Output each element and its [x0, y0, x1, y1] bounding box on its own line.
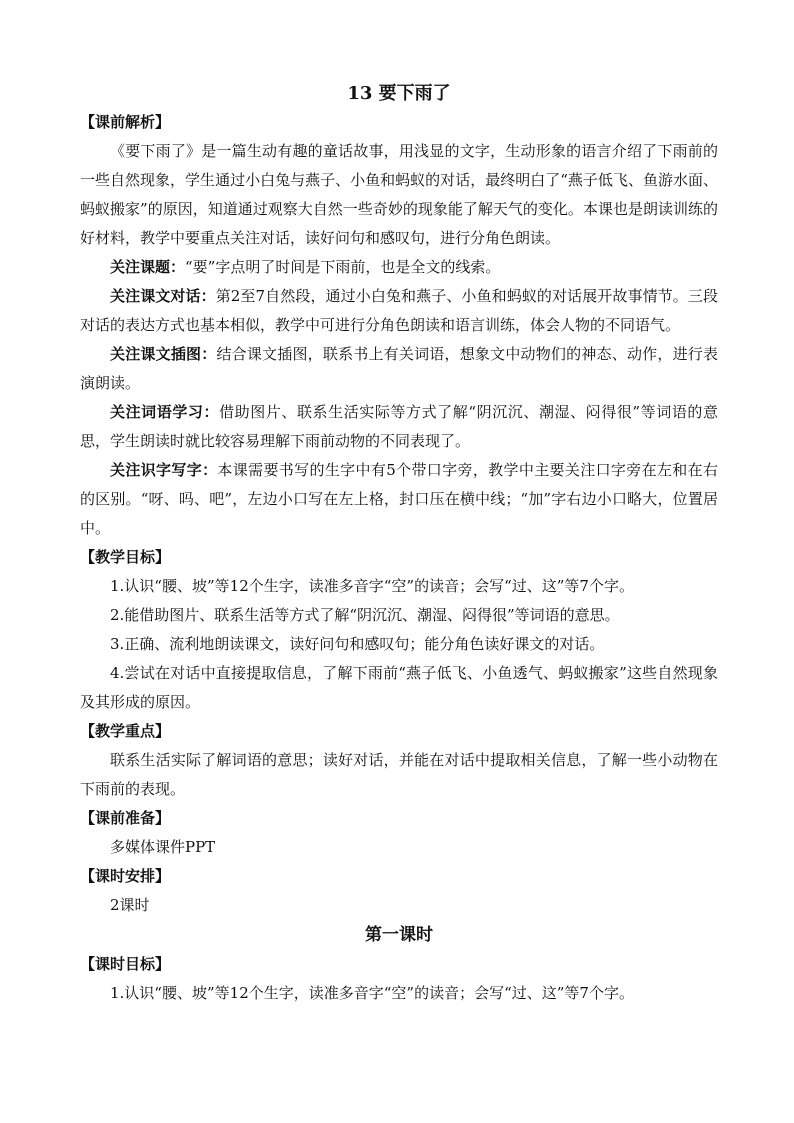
lesson-title: 第一课时	[365, 925, 433, 945]
goal-item: 3.正确、流利地朗读课文，读好问句和感叹句；能分角色读好课文的对话。	[110, 635, 605, 653]
lesson-goals-heading: 【课时目标】	[80, 955, 171, 973]
goal-item: 2.能借助图片、联系生活等方式了解“阴沉沉、潮湿、闷得很”等词语的意思。	[110, 606, 620, 624]
point-label: 关注课文对话：	[110, 287, 216, 305]
point-label: 关注课题：	[110, 258, 186, 276]
analysis-point	[80, 398, 718, 456]
document-page	[80, 80, 718, 1008]
goal-item: 1.认识“腰、坡”等12个生字，读准多音字“空”的读音；会写“过、这”等7个字。	[110, 577, 634, 595]
point-label: 关注课文插图：	[110, 345, 217, 363]
goals-heading: 【教学目标】	[80, 548, 171, 566]
analysis-point	[80, 282, 718, 340]
point-label: 关注识字写字：	[110, 461, 218, 479]
analysis-point	[80, 253, 718, 282]
schedule-heading: 【课时安排】	[80, 867, 171, 885]
lesson-goal-item: 1.认识“腰、坡”等12个生字，读准多音字“空”的读音；会写“过、这”等7个字。	[110, 984, 634, 1002]
prep-heading: 【课前准备】	[80, 809, 171, 827]
analysis-heading: 【课前解析】	[80, 113, 171, 131]
point-text: 借助图片、联系生活实际等方式了解“阴沉沉、潮湿、闷得很”等词语的意思，学生朗读时就比较容易理解下雨前动物的不同表现了。	[80, 403, 718, 450]
point-text: 结合课文插图，联系书上有关词语，想象文中动物们的神态、动作，进行表演朗读。	[80, 345, 718, 392]
page-title: 13 要下雨了	[347, 83, 451, 104]
point-text: 第2至7自然段，通过小白兔和燕子、小鱼和蚂蚁的对话展开故事情节。三段对话的表达方式也基本相似，教学中可进行分角色朗读和语言训练，体会人物的不同语气。	[80, 287, 718, 334]
point-text: “要”字点明了时间是下雨前，也是全文的线索。	[185, 258, 501, 276]
point-label: 关注词语学习：	[110, 403, 220, 421]
focus-heading: 【教学重点】	[80, 722, 171, 740]
analysis-point	[80, 456, 718, 543]
schedule-text: 2课时	[110, 896, 150, 914]
analysis-point	[80, 340, 718, 398]
goal-item: 4.尝试在对话中直接提取信息，了解下雨前“燕子低飞、小鱼透气、蚂蚁搬家”这些自然现象及其形成的原因。	[80, 664, 718, 711]
focus-text: 联系生活实际了解词语的意思；读好对话，并能在对话中提取相关信息，了解一些小动物在下雨前的表现。	[80, 751, 718, 798]
prep-text: 多媒体课件PPT	[110, 838, 216, 856]
point-text: 本课需要书写的生字中有5个带口字旁，教学中主要关注口字旁在左和在右的区别。“呀、吗、吧”，左边小口写在左上格，封口压在横中线；“加”字右边小口略大，位置居中。	[80, 461, 718, 537]
analysis-intro: 《要下雨了》是一篇生动有趣的童话故事，用浅显的文字，生动形象的语言介绍了下雨前的一些自然现象，学生通过小白兔与燕子、小鱼和蚂蚁的对话，最终明白了“燕子低飞、鱼游水面、蚂蚁搬家”的原因，知道通过观察大自然一些奇妙的现象能了解天气的变化。本课也是朗读训练的好材料，教学中要重点关注对话，读好问句和感叹句，进行分角色朗读。	[80, 142, 718, 247]
